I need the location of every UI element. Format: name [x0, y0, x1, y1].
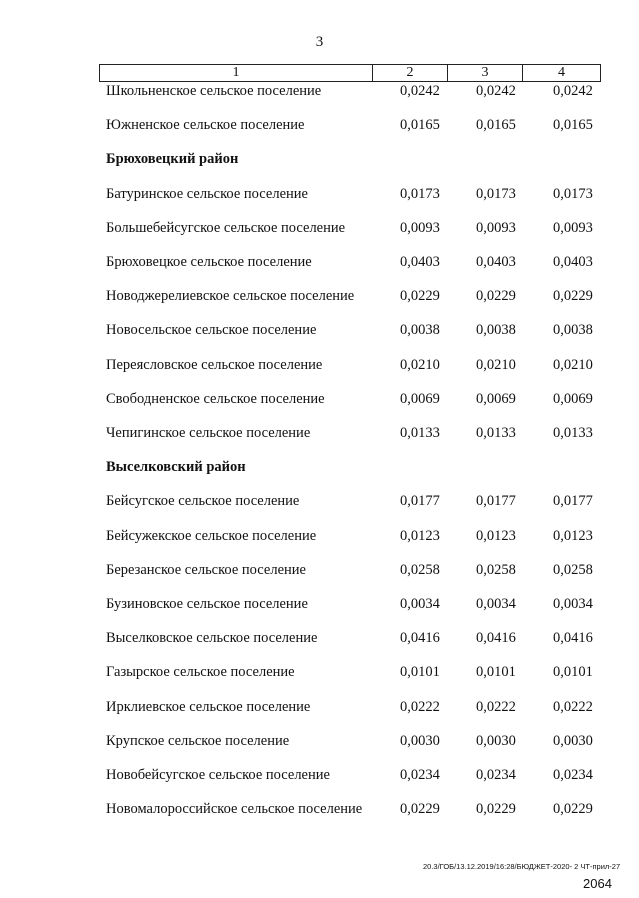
settlement-name: Бейсужекское сельское поселение — [106, 528, 317, 544]
value-col-2: 0,0165 — [400, 117, 440, 133]
value-col-4: 0,0416 — [553, 630, 593, 646]
settlement-name: Свободненское сельское поселение — [106, 391, 325, 407]
value-col-4: 0,0258 — [553, 562, 593, 578]
table-row — [0, 799, 639, 819]
table-header-col-4: 4 — [558, 65, 565, 80]
table-row — [0, 355, 639, 375]
page-number: 3 — [315, 34, 324, 50]
settlement-name: Бузиновское сельское поселение — [106, 596, 308, 612]
value-col-2: 0,0234 — [400, 767, 440, 783]
value-col-4: 0,0210 — [553, 357, 593, 373]
table-row — [0, 765, 639, 785]
settlement-name: Бейсугское сельское поселение — [106, 493, 300, 509]
value-col-4: 0,0229 — [553, 801, 593, 817]
table-row — [0, 526, 639, 546]
value-col-2: 0,0210 — [400, 357, 440, 373]
table-row — [0, 184, 639, 204]
settlement-name: Южненское сельское поселение — [106, 117, 305, 133]
table-row — [0, 286, 639, 306]
settlement-name: Газырское сельское поселение — [106, 664, 295, 680]
value-col-3: 0,0229 — [476, 801, 516, 817]
value-col-4: 0,0173 — [553, 186, 593, 202]
value-col-4: 0,0234 — [553, 767, 593, 783]
value-col-4: 0,0034 — [553, 596, 593, 612]
value-col-3: 0,0242 — [476, 83, 516, 99]
table-row — [0, 628, 639, 648]
table-header-col-3: 3 — [448, 65, 523, 81]
value-col-3: 0,0123 — [476, 528, 516, 544]
value-col-3: 0,0030 — [476, 733, 516, 749]
value-col-4: 0,0069 — [553, 391, 593, 407]
value-col-2: 0,0093 — [400, 220, 440, 236]
value-col-2: 0,0123 — [400, 528, 440, 544]
value-col-2: 0,0222 — [400, 699, 440, 715]
settlement-name: Новосельское сельское поселение — [106, 322, 317, 338]
value-col-3: 0,0210 — [476, 357, 516, 373]
value-col-2: 0,0069 — [400, 391, 440, 407]
table-header-col-2: 2 — [373, 65, 448, 81]
value-col-4: 0,0123 — [553, 528, 593, 544]
table-row — [0, 731, 639, 751]
value-col-3: 0,0234 — [476, 767, 516, 783]
value-col-3: 0,0229 — [476, 288, 516, 304]
table-header-col-1: 1 — [100, 65, 373, 81]
value-col-2: 0,0173 — [400, 186, 440, 202]
value-col-3: 0,0093 — [476, 220, 516, 236]
table-row — [0, 81, 639, 101]
value-col-3: 0,0133 — [476, 425, 516, 441]
value-col-3: 0,0173 — [476, 186, 516, 202]
district-heading-row — [0, 457, 639, 477]
value-col-2: 0,0101 — [400, 664, 440, 680]
document-footer-code: 20.3/ГОБ/13.12.2019/16:28/БЮДЖЕТ-2020- 2 ЧТ-прил-27 — [423, 862, 621, 871]
value-col-2: 0,0133 — [400, 425, 440, 441]
value-col-4: 0,0229 — [553, 288, 593, 304]
table-row — [0, 594, 639, 614]
value-col-4: 0,0165 — [553, 117, 593, 133]
table-row — [0, 389, 639, 409]
table-row — [0, 115, 639, 135]
table-row — [0, 218, 639, 238]
district-name: Выселковский район — [106, 459, 246, 475]
value-col-2: 0,0038 — [400, 322, 440, 338]
settlement-name: Ирклиевское сельское поселение — [106, 699, 311, 715]
value-col-2: 0,0416 — [400, 630, 440, 646]
value-col-2: 0,0229 — [400, 801, 440, 817]
value-col-2: 0,0177 — [400, 493, 440, 509]
value-col-4: 0,0093 — [553, 220, 593, 236]
value-col-2: 0,0242 — [400, 83, 440, 99]
value-col-3: 0,0034 — [476, 596, 516, 612]
value-col-3: 0,0403 — [476, 254, 516, 270]
settlement-name: Переясловское сельское поселение — [106, 357, 323, 373]
settlement-name: Крупское сельское поселение — [106, 733, 290, 749]
district-name: Брюховецкий район — [106, 151, 239, 167]
value-col-3: 0,0258 — [476, 562, 516, 578]
settlement-name: Новомалороссийское сельское поселение — [106, 801, 363, 817]
settlement-name: Березанское сельское поселение — [106, 562, 306, 578]
value-col-2: 0,0229 — [400, 288, 440, 304]
settlement-name: Батуринское сельское поселение — [106, 186, 308, 202]
value-col-3: 0,0069 — [476, 391, 516, 407]
value-col-3: 0,0101 — [476, 664, 516, 680]
value-col-3: 0,0222 — [476, 699, 516, 715]
value-col-2: 0,0403 — [400, 254, 440, 270]
value-col-4: 0,0222 — [553, 699, 593, 715]
table-header — [99, 64, 601, 82]
value-col-2: 0,0030 — [400, 733, 440, 749]
settlement-name: Новобейсугское сельское поселение — [106, 767, 330, 783]
value-col-2: 0,0034 — [400, 596, 440, 612]
value-col-4: 0,0038 — [553, 322, 593, 338]
value-col-4: 0,0242 — [553, 83, 593, 99]
value-col-3: 0,0416 — [476, 630, 516, 646]
value-col-4: 0,0403 — [553, 254, 593, 270]
district-heading-row — [0, 149, 639, 169]
value-col-4: 0,0133 — [553, 425, 593, 441]
settlement-name: Брюховецкое сельское поселение — [106, 254, 312, 270]
table-row — [0, 560, 639, 580]
value-col-3: 0,0177 — [476, 493, 516, 509]
table-row — [0, 320, 639, 340]
table-row — [0, 491, 639, 511]
settlement-name: Новоджерелиевское сельское поселение — [106, 288, 355, 304]
settlement-name: Выселковское сельское поселение — [106, 630, 318, 646]
table-row — [0, 252, 639, 272]
settlement-name: Большебейсугское сельское поселение — [106, 220, 346, 236]
value-col-3: 0,0165 — [476, 117, 516, 133]
value-col-4: 0,0101 — [553, 664, 593, 680]
table-row — [0, 697, 639, 717]
settlement-name: Школьненское сельское поселение — [106, 83, 322, 99]
value-col-4: 0,0030 — [553, 733, 593, 749]
settlement-name: Чепигинское сельское поселение — [106, 425, 311, 441]
value-col-2: 0,0258 — [400, 562, 440, 578]
sheet-number: 2064 — [583, 876, 612, 891]
value-col-3: 0,0038 — [476, 322, 516, 338]
table-row — [0, 662, 639, 682]
table-row — [0, 423, 639, 443]
value-col-4: 0,0177 — [553, 493, 593, 509]
